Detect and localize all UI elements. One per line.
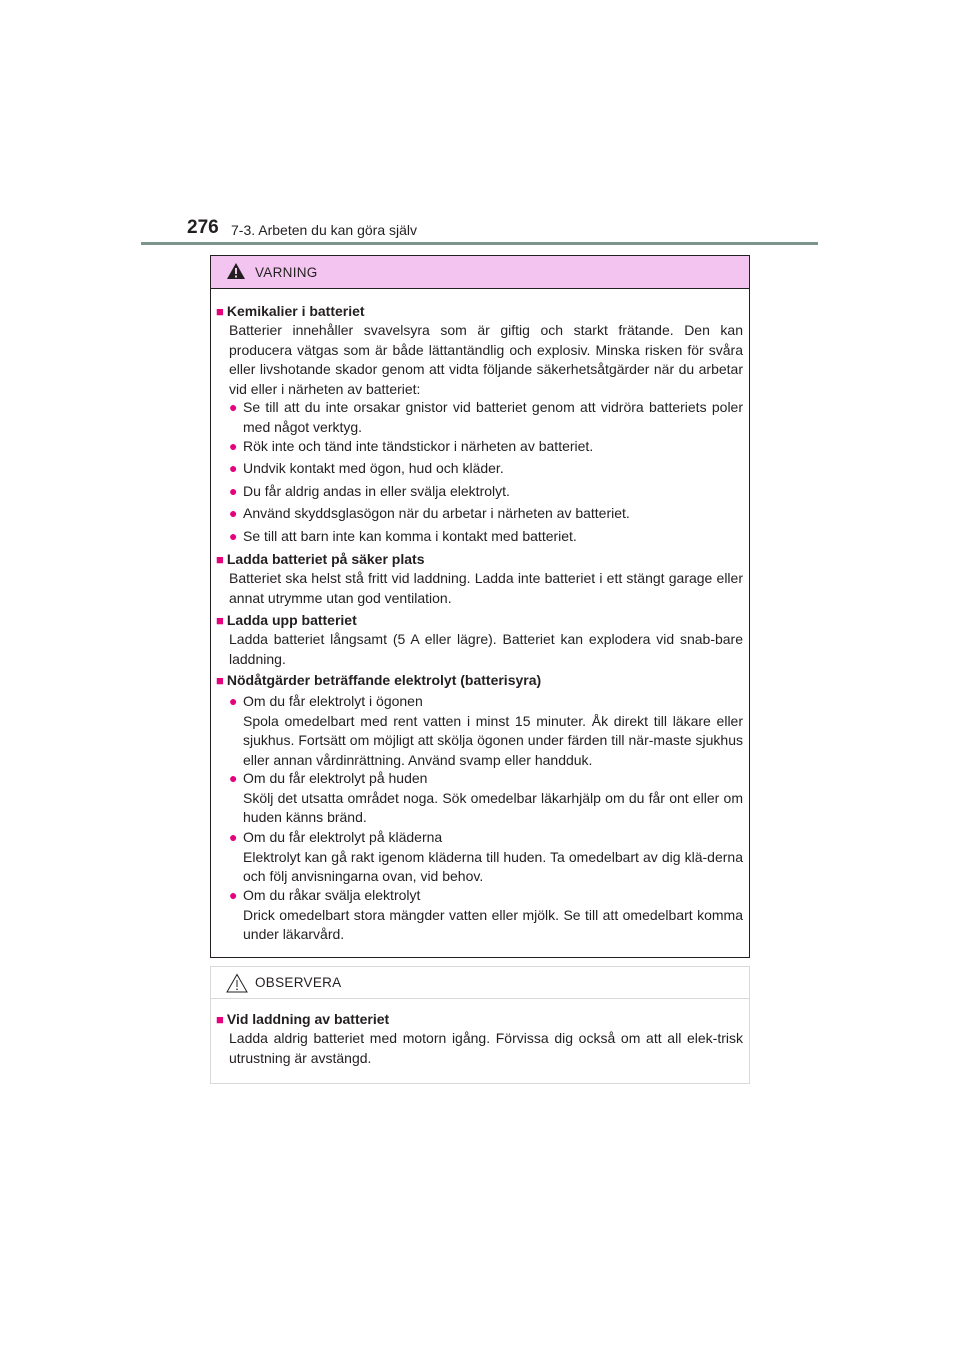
notice-box	[210, 966, 750, 1084]
square-bullet-icon: ■	[216, 1012, 224, 1027]
warning-header	[211, 256, 749, 289]
notice-triangle-icon	[226, 973, 248, 993]
circle-bullet-icon: ●	[229, 528, 238, 544]
square-bullet-icon: ■	[216, 304, 224, 319]
circle-bullet-icon: ●	[229, 438, 238, 454]
section-paragraph: Batterier innehåller svavelsyra som är giftig och starkt frätande. Den kan producera vätgas som är både lättantändlig och explosiv. Minska risken för svåra eller livshotande skador genom att vidta följande säkerhetsåtgärder när du arbetar vid eller i närheten av batteriet:	[229, 322, 743, 397]
square-bullet-icon: ■	[216, 552, 224, 567]
section-heading: ■ Ladda batteriet på säker plats	[216, 551, 425, 567]
section-paragraph: Batteriet ska helst stå fritt vid laddning. Ladda inte batteriet i ett stängt garage eller annat utrymme utan god ventilation.	[229, 570, 743, 606]
warning-label: VARNING	[255, 265, 318, 280]
circle-bullet-icon: ●	[229, 829, 238, 845]
section-heading: ■ Vid laddning av batteriet	[216, 1011, 390, 1027]
section-title: 7-3. Arbeten du kan göra själv	[231, 222, 418, 238]
notice-header	[211, 967, 749, 999]
circle-bullet-icon: ●	[229, 483, 238, 499]
section-paragraph: Ladda batteriet långsamt (5 A eller lägre). Batteriet kan explodera vid snab-bare laddning.	[229, 631, 743, 667]
header-rule	[141, 242, 818, 245]
square-bullet-icon: ■	[216, 613, 224, 628]
circle-bullet-icon: ●	[229, 693, 238, 709]
notice-label: OBSERVERA	[255, 975, 342, 990]
circle-bullet-icon: ●	[229, 399, 238, 415]
page-number: 276	[187, 217, 219, 238]
square-bullet-icon: ■	[216, 673, 224, 688]
section-heading: ■ Kemikalier i batteriet	[216, 303, 365, 319]
section-heading: ■ Nödåtgärder beträffande elektrolyt (batterisyra)	[216, 672, 542, 688]
warning-box: VARNING ■ Kemikalier i batteriet Batterier innehåller svavelsyra som är giftig och starkt frätande. Den kan producera vätgas som är både lättantändlig och explosiv. Minska risken för svåra eller livshotande skador genom att vidta följande säkerhetsåtgärder när du arbetar vid eller i närheten av batteriet: ● Se till att du inte orsakar gnistor vid batteriet genom att vidröra batteriets poler med något verktyg. ● Rök inte och tänd inte tändstickor i närheten av batteriet. ● Undvik kontakt med ögon, hud och kläder. ● Du får aldrig andas in eller svälja elektrolyt. ● Använd skyddsglasögon när du arbetar i närheten av batteriet. ● Se till att barn inte kan komma i kontakt med batteriet. ■ Ladda batteriet på säker plats Batteriet ska helst stå fritt vid laddning. Ladda inte batteriet i ett stängt garage eller annat utrymme utan god ventilation. ■ Ladda upp batteriet Ladda batteriet långsamt (5 A eller lägre). Batteriet kan explodera vid snab-bare laddning. ■ Nödåtgärder beträffande elektrolyt (batterisyra) ● Om du får elektrolyt i ögonen Spola omedelbart med rent vatten i minst 15 minuter. Åk direkt till läkare eller sjukhus. Fortsätt om möjligt att skölja ögonen under färden till när-maste sjukhus eller annan vårdinrättning. Använd svamp eller handduk. ● Om du får elektrolyt på huden Skölj det utsatta området noga. Sök omedelbar läkarhjälp om du får ont eller om huden känns bränd. ● Om du får elektrolyt på kläderna Elektrolyt kan gå rakt igenom kläderna till huden. Ta omedelbart av dig klä-derna och följ anvisningarna ovan, vid behov. ● Om du råkar svälja elektrolyt Drick omedelbart stora mängder vatten eller mjölk. Se till att omedelbart komma under läkarvård.	[210, 255, 750, 958]
warning-triangle-icon	[226, 262, 246, 280]
circle-bullet-icon: ●	[229, 887, 238, 903]
circle-bullet-icon: ●	[229, 460, 238, 476]
section-heading: ■ Ladda upp batteriet	[216, 612, 357, 628]
section-paragraph: Ladda aldrig batteriet med motorn igång. Förvissa dig också om att all elek-trisk utrustning är avstängd.	[229, 1030, 743, 1066]
circle-bullet-icon: ●	[229, 770, 238, 786]
circle-bullet-icon: ●	[229, 505, 238, 521]
